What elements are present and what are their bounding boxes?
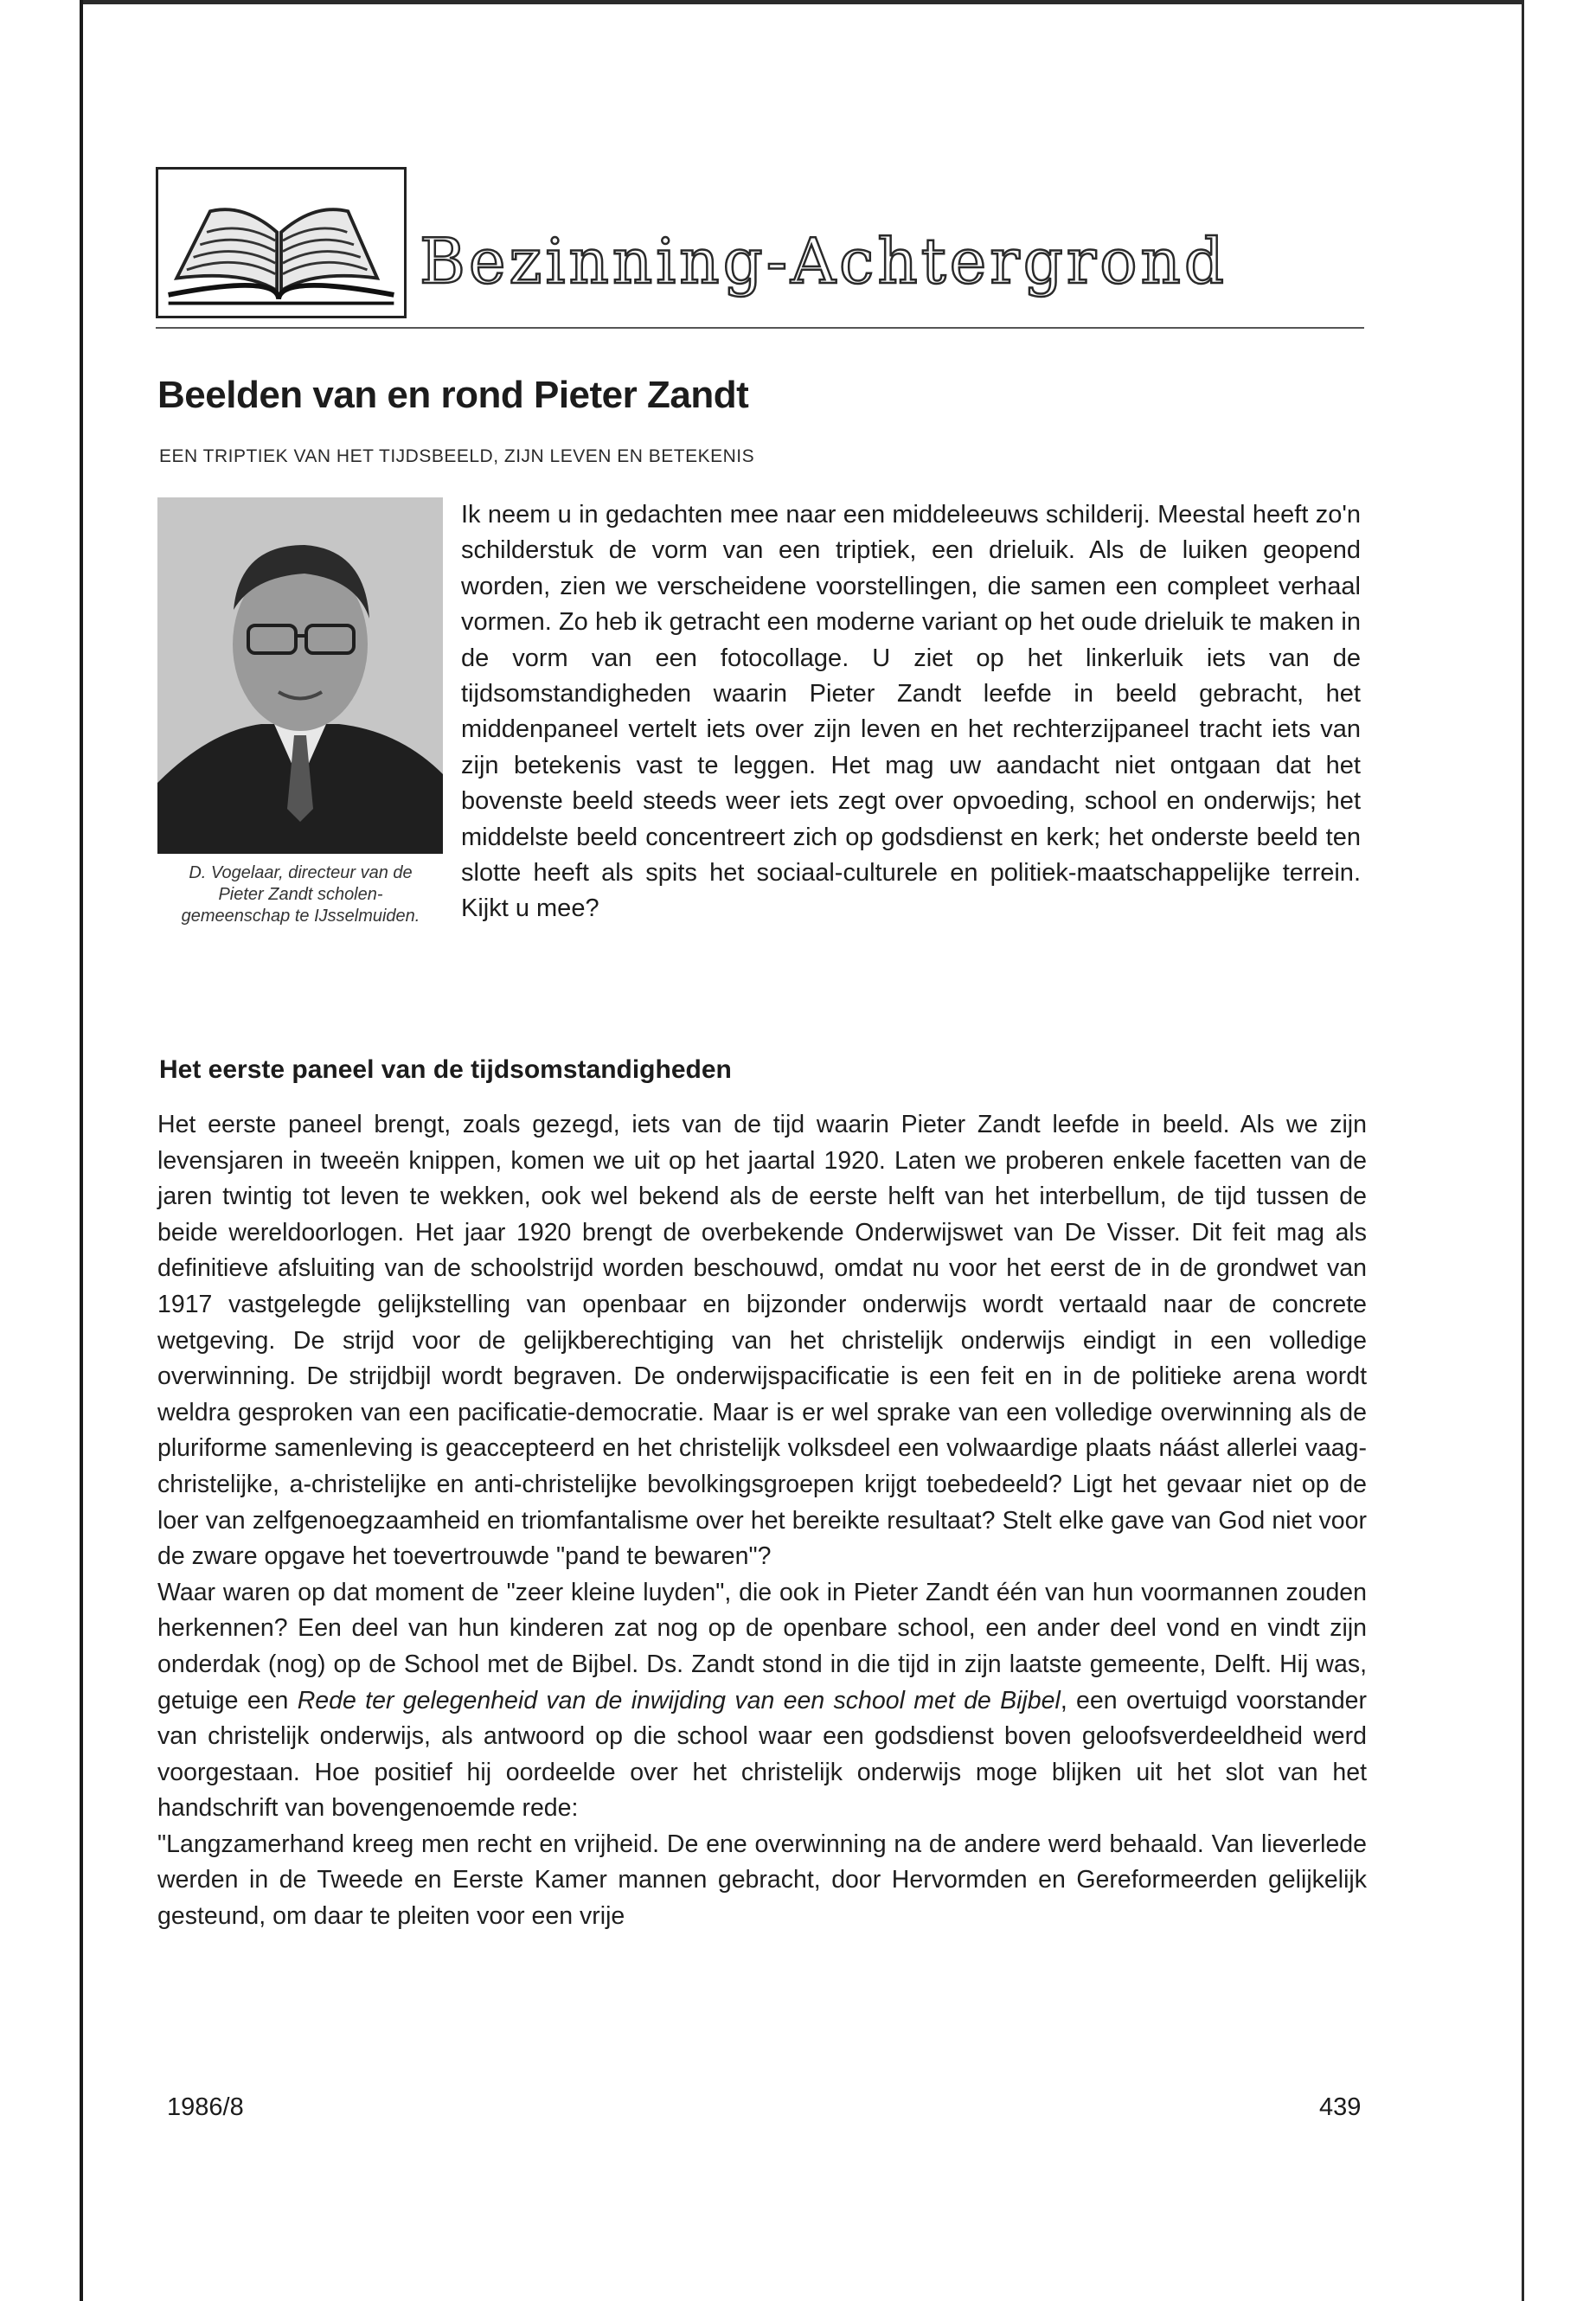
body-paragraph: Het eerste paneel brengt, zoals gezegd, iets van de tijd waarin Pieter Zandt leefde in beeld. Als we zijn levensjaren in tweeën knippen, komen we uit op het jaartal 1920. Laten we proberen enkele facetten van de jaren twintig tot leven te wekken, ook wel bekend als de eerste helft van het interbellum, de tijd tussen de beide wereldoorlogen. Het jaar 1920 brengt de overbekende Onderwijswet van De Visser. Dit feit mag als definitieve afsluiting van de schoolstrijd worden beschouwd, omdat nu voor het eerst de in de grondwet van 1917 vastgelegde gelijkstelling van openbaar en bijzonder onderwijs wordt vertaald naar de concrete wetgeving. De strijd voor de gelijkberechtiging van het christelijk onderwijs eindigt in een volledige overwinning. De strijdbijl wordt begraven. De onderwijspacificatie is een feit en in de politieke arena wordt weldra gesproken van een pacificatie-democratie. Maar is er wel sprake van een volledige overwinning als de pluriforme samenleving is geaccepteerd en het christelijk volksdeel een volwaardige plaats náást allerlei vaag-christelijke, a-christelijke en anti-christelijke bevolkingsgroepen krijgt toebedeeld? Ligt het gevaar niet op de loer van zelfgenoegzaamheid en triomfantalisme over het bereikte resultaat? Stelt elke gave van God niet voor de zware opgave het toevertrouwde "pand te bewaren"?: [157, 1111, 1367, 1571]
italic-title: Rede ter gelegenheid van de inwijding van een school met de Bijbel: [297, 1686, 1061, 1715]
open-book-icon: [156, 167, 407, 318]
article-body: [157, 1107, 1367, 1935]
section-heading: Het eerste paneel van de tijdsomstandigheden: [159, 1055, 732, 1084]
article-subtitle: EEN TRIPTIEK VAN HET TIJDSBEELD, ZIJN LEVEN EN BETEKENIS: [159, 446, 755, 466]
page-edge-top: [80, 0, 1524, 4]
author-photo: [157, 497, 443, 854]
body-paragraph: Waar waren op dat moment de "zeer kleine luyden", die ook in Pieter Zandt één van hun voormannen zouden herkennen? Een deel van hun kinderen zat nog op de openbare school, een ander deel vond en vindt zijn onderdak (nog) op de School met de Bijbel. Ds. Zandt stond in die tijd in zijn laatste gemeente, Delft. Hij was, getuige een Rede ter gelegenheid van de inwijding van een school met de Bijbel, een overtuigd voorstander van christelijk onderwijs, als antwoord op die school waar een godsdienst boven geloofsverdeeldheid werd voorgestaan. Hoe positief hij oordeelde over het christelijk onderwijs moge blijken uit het slot van het handschrift van bovengenoemde rede:: [157, 1578, 1368, 1823]
section-title: Bezinning-Achtergrond: [420, 225, 1228, 298]
issue-number: 1986/8: [167, 2093, 244, 2121]
intro-paragraph: Ik neem u in gedachten mee naar een middeleeuws schilderij. Meestal heeft zo'n schilderstuk de vorm van een triptiek, een drieluik. Als de luiken geopend worden, zien we verscheidene voorstellingen, die samen een compleet verhaal vormen. Zo heb ik getracht een moderne variant op het oude drieluik te maken in de vorm van een fotocollage. U ziet op het linkerluik iets van de tijdsomstandigheden waarin Pieter Zandt leefde in beeld gebracht, het middenpaneel vertelt iets over zijn leven en het rechterzijpaneel tracht iets van zijn betekenis vast te leggen. Het mag uw aandacht niet ontgaan dat het bovenste beeld steeds weer iets zegt over opvoeding, school en onderwijs; het middelste beeld concentreert zich op godsdienst en kerk; het onderste beeld ten slotte heeft als spits het sociaal-culturele en politiek-maatschappelijke terrein. Kijkt u mee?: [461, 501, 1361, 923]
page-number: 439: [1319, 2093, 1362, 2121]
photo-caption: D. Vogelaar, directeur van de Pieter Zandt scholen- gemeenschap te IJsselmuiden.: [181, 863, 420, 926]
title-divider: [156, 327, 1364, 329]
page-edge-right: [1522, 0, 1524, 2301]
article-title: Beelden van en rond Pieter Zandt: [157, 374, 749, 416]
body-paragraph: "Langzamerhand kreeg men recht en vrijheid. De ene overwinning na de andere werd behaald. Van lieverlede werden in de Tweede en Eerste Kamer mannen gebracht, door Hervormden en Gereformeerden gelijkelijk gesteund, om daar te pleiten voor een vrije: [157, 1830, 1367, 1931]
page-edge-left: [80, 0, 83, 2301]
